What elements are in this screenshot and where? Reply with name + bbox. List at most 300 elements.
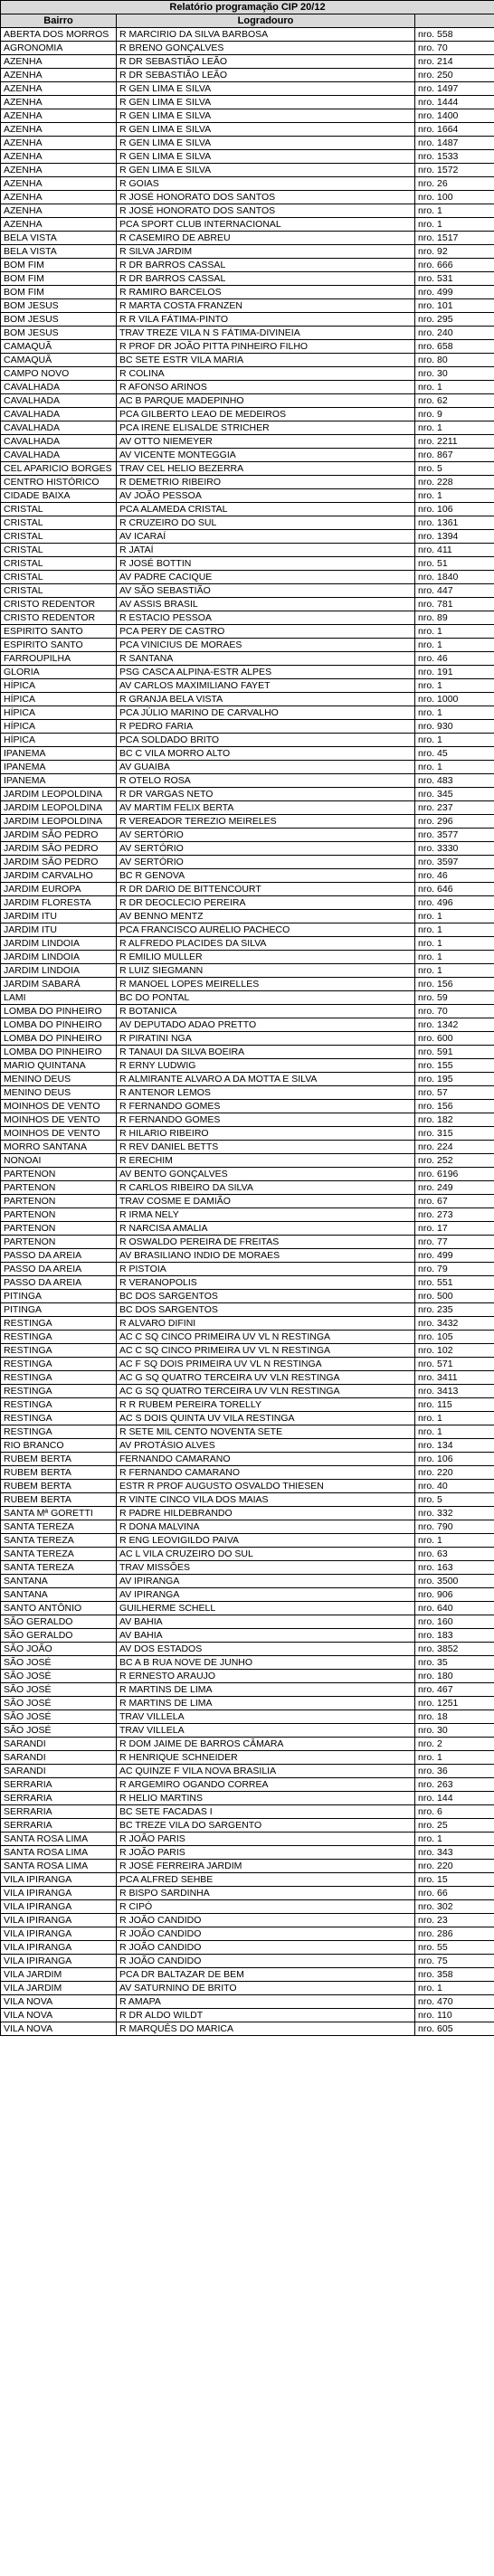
cell-bairro: VILA IPIRANGA — [1, 1900, 117, 1914]
cell-bairro: JARDIM LINDOIA — [1, 937, 117, 951]
cell-numero: nro. 6 — [415, 1805, 494, 1819]
cell-numero: nro. 101 — [415, 299, 494, 313]
cell-numero: nro. 1000 — [415, 693, 494, 706]
cell-numero: nro. 144 — [415, 1792, 494, 1805]
cell-numero: nro. 5 — [415, 1493, 494, 1507]
cell-logradouro: AV SÃO SEBASTIÃO — [117, 584, 415, 598]
cell-numero: nro. 228 — [415, 476, 494, 489]
cell-bairro: LOMBA DO PINHEIRO — [1, 1005, 117, 1018]
table-row — [1, 1466, 494, 1480]
cell-numero: nro. 70 — [415, 1005, 494, 1018]
cell-logradouro: AV SERTÓRIO — [117, 856, 415, 869]
cell-bairro: MOINHOS DE VENTO — [1, 1127, 117, 1141]
cell-bairro: ABERTA DOS MORROS — [1, 28, 117, 42]
cell-numero: nro. 666 — [415, 259, 494, 272]
table-row — [1, 1534, 494, 1548]
cell-numero: nro. 1 — [415, 923, 494, 937]
cell-bairro: SERRARIA — [1, 1819, 117, 1833]
table-row — [1, 1154, 494, 1168]
cell-bairro: JARDIM SÃO PEDRO — [1, 842, 117, 856]
table-row — [1, 327, 494, 340]
table-row — [1, 232, 494, 245]
cell-bairro: IPANEMA — [1, 761, 117, 774]
cell-numero: nro. 558 — [415, 28, 494, 42]
table-row — [1, 1982, 494, 1995]
cell-logradouro: AV OTTO NIEMEYER — [117, 435, 415, 449]
cell-logradouro: TRAV MISSÕES — [117, 1561, 415, 1575]
cell-logradouro: TRAV VILLELA — [117, 1724, 415, 1738]
cell-logradouro: R BRENO GONÇALVES — [117, 42, 415, 55]
cell-numero: nro. 1 — [415, 421, 494, 435]
table-row — [1, 1141, 494, 1154]
cell-logradouro: AV DEPUTADO ADAO PRETTO — [117, 1018, 415, 1032]
cell-logradouro: AC L VILA CRUZEIRO DO SUL — [117, 1548, 415, 1561]
cell-numero: nro. 17 — [415, 1222, 494, 1236]
table-row — [1, 408, 494, 421]
table-row — [1, 449, 494, 462]
cell-bairro: SÃO JOSÉ — [1, 1656, 117, 1670]
cell-bairro: VILA JARDIM — [1, 1982, 117, 1995]
cell-numero: nro. 59 — [415, 991, 494, 1005]
table-row — [1, 1995, 494, 2009]
cell-bairro: BOM JESUS — [1, 327, 117, 340]
cell-logradouro: R GRANJA BELA VISTA — [117, 693, 415, 706]
table-row — [1, 1697, 494, 1710]
cell-logradouro: R JOSÉ FERREIRA JARDIM — [117, 1860, 415, 1873]
cell-logradouro: R PISTOIA — [117, 1263, 415, 1276]
table-row — [1, 720, 494, 734]
cell-numero: nro. 1342 — [415, 1018, 494, 1032]
cell-logradouro: BC R GENOVA — [117, 869, 415, 883]
cell-bairro: JARDIM LINDOIA — [1, 964, 117, 978]
cell-numero: nro. 1664 — [415, 123, 494, 137]
cell-bairro: RESTINGA — [1, 1412, 117, 1425]
table-row — [1, 801, 494, 815]
cell-bairro: CAVALHADA — [1, 421, 117, 435]
table-row — [1, 82, 494, 96]
cell-numero: nro. 182 — [415, 1113, 494, 1127]
cell-bairro: AZENHA — [1, 218, 117, 232]
cell-logradouro: AC C SQ CINCO PRIMEIRA UV VL N RESTINGA — [117, 1344, 415, 1358]
cell-numero: nro. 220 — [415, 1466, 494, 1480]
cell-bairro: CIDADE BAIXA — [1, 489, 117, 503]
table-row — [1, 1588, 494, 1602]
cell-numero: nro. 906 — [415, 1588, 494, 1602]
table-row — [1, 1046, 494, 1059]
report-title: Relatório programação CIP 20/12 — [1, 1, 494, 14]
cell-numero: nro. 1 — [415, 625, 494, 639]
cell-logradouro: R RAMIRO BARCELOS — [117, 286, 415, 299]
cell-bairro: ESPIRITO SANTO — [1, 639, 117, 652]
cell-numero: nro. 3852 — [415, 1643, 494, 1656]
cell-logradouro: R ALVARO DIFINI — [117, 1317, 415, 1331]
cell-numero: nro. 15 — [415, 1873, 494, 1887]
cell-bairro: JARDIM LEOPOLDINA — [1, 801, 117, 815]
cell-bairro: CRISTO REDENTOR — [1, 598, 117, 611]
column-header-bairro: Bairro — [1, 14, 117, 28]
cell-bairro: HÍPICA — [1, 679, 117, 693]
cell-bairro: HÍPICA — [1, 706, 117, 720]
cell-bairro: RESTINGA — [1, 1385, 117, 1398]
cell-logradouro: AV BAHIA — [117, 1629, 415, 1643]
cell-bairro: AZENHA — [1, 82, 117, 96]
cell-numero: nro. 23 — [415, 1914, 494, 1927]
cell-logradouro: R DR BARROS CASSAL — [117, 259, 415, 272]
cell-numero: nro. 781 — [415, 598, 494, 611]
cell-logradouro: R BOTANICA — [117, 1005, 415, 1018]
cell-logradouro: R DR BARROS CASSAL — [117, 272, 415, 286]
cell-numero: nro. 930 — [415, 720, 494, 734]
table-row — [1, 164, 494, 177]
table-row — [1, 1303, 494, 1317]
cell-logradouro: R MARQUÊS DO MARICA — [117, 2022, 415, 2036]
cell-logradouro: R MARTA COSTA FRANZEN — [117, 299, 415, 313]
cell-numero: nro. 35 — [415, 1656, 494, 1670]
cell-bairro: MOINHOS DE VENTO — [1, 1113, 117, 1127]
cell-bairro: SÃO JOSÉ — [1, 1697, 117, 1710]
cell-logradouro: R JOÃO CANDIDO — [117, 1941, 415, 1955]
cell-logradouro: R CRUZEIRO DO SUL — [117, 516, 415, 530]
table-row — [1, 923, 494, 937]
cell-numero: nro. 2 — [415, 1738, 494, 1751]
table-row — [1, 584, 494, 598]
cell-bairro: CRISTAL — [1, 530, 117, 544]
table-row — [1, 1412, 494, 1425]
cell-logradouro: R ANTENOR LEMOS — [117, 1086, 415, 1100]
table-row — [1, 28, 494, 42]
cell-numero: nro. 531 — [415, 272, 494, 286]
table-row — [1, 652, 494, 666]
table-row — [1, 1398, 494, 1412]
table-row — [1, 544, 494, 557]
table-row — [1, 1792, 494, 1805]
table-row — [1, 1344, 494, 1358]
cell-bairro: SANTA ROSA LIMA — [1, 1846, 117, 1860]
cell-numero: nro. 1 — [415, 381, 494, 394]
cell-numero: nro. 163 — [415, 1561, 494, 1575]
cell-logradouro: R PEDRO FARIA — [117, 720, 415, 734]
table-row — [1, 1914, 494, 1927]
cell-logradouro: R JOÃO CANDIDO — [117, 1914, 415, 1927]
cell-numero: nro. 195 — [415, 1073, 494, 1086]
table-row — [1, 1548, 494, 1561]
cell-bairro: SANTANA — [1, 1575, 117, 1588]
table-row — [1, 598, 494, 611]
cell-bairro: RESTINGA — [1, 1331, 117, 1344]
table-row — [1, 815, 494, 829]
cell-bairro: VILA IPIRANGA — [1, 1873, 117, 1887]
table-row — [1, 557, 494, 571]
table-row — [1, 42, 494, 55]
cell-numero: nro. 470 — [415, 1995, 494, 2009]
table-row — [1, 1968, 494, 1982]
cell-logradouro: R COLINA — [117, 367, 415, 381]
cell-numero: nro. 252 — [415, 1154, 494, 1168]
table-row — [1, 951, 494, 964]
cell-bairro: BOM FIM — [1, 272, 117, 286]
cell-bairro: SANTA TEREZA — [1, 1520, 117, 1534]
cell-logradouro: PCA JÚLIO MARINO DE CARVALHO — [117, 706, 415, 720]
cell-numero: nro. 30 — [415, 367, 494, 381]
cell-logradouro: R AMAPA — [117, 1995, 415, 2009]
cell-bairro: PARTENON — [1, 1208, 117, 1222]
cell-logradouro: R PROF DR JOÃO PITTA PINHEIRO FILHO — [117, 340, 415, 354]
table-row — [1, 679, 494, 693]
cell-numero: nro. 1 — [415, 218, 494, 232]
table-row — [1, 340, 494, 354]
cell-logradouro: R GEN LIMA E SILVA — [117, 123, 415, 137]
cell-bairro: SANTA ROSA LIMA — [1, 1860, 117, 1873]
table-row — [1, 1425, 494, 1439]
cell-bairro: RESTINGA — [1, 1317, 117, 1331]
cell-logradouro: AV IPIRANGA — [117, 1588, 415, 1602]
cell-logradouro: TRAV VILLELA — [117, 1710, 415, 1724]
cell-bairro: VILA IPIRANGA — [1, 1927, 117, 1941]
table-row — [1, 1507, 494, 1520]
cell-logradouro: R LUIZ SIEGMANN — [117, 964, 415, 978]
table-row — [1, 1615, 494, 1629]
cell-numero: nro. 156 — [415, 978, 494, 991]
cell-logradouro: BC TREZE VILA DO SARGENTO — [117, 1819, 415, 1833]
cell-numero: nro. 55 — [415, 1941, 494, 1955]
cell-logradouro: AV SATURNINO DE BRITO — [117, 1982, 415, 1995]
cell-bairro: CRISTO REDENTOR — [1, 611, 117, 625]
cell-logradouro: PCA SPORT CLUB INTERNACIONAL — [117, 218, 415, 232]
cell-logradouro: R IRMA NELY — [117, 1208, 415, 1222]
table-row — [1, 1833, 494, 1846]
cell-logradouro: AC F SQ DOIS PRIMEIRA UV VL N RESTINGA — [117, 1358, 415, 1371]
table-row — [1, 1059, 494, 1073]
cell-numero: nro. 67 — [415, 1195, 494, 1208]
cell-numero: nro. 66 — [415, 1887, 494, 1900]
cell-numero: nro. 6196 — [415, 1168, 494, 1181]
cell-bairro: RUBEM BERTA — [1, 1480, 117, 1493]
table-row — [1, 625, 494, 639]
cell-logradouro: AV BRASILIANO INDIO DE MORAES — [117, 1249, 415, 1263]
table-row — [1, 829, 494, 842]
cell-bairro: BOM FIM — [1, 259, 117, 272]
table-row — [1, 1385, 494, 1398]
table-row — [1, 1955, 494, 1968]
cell-numero: nro. 345 — [415, 788, 494, 801]
cell-logradouro: AC S DOIS QUINTA UV VILA RESTINGA — [117, 1412, 415, 1425]
cell-bairro: SANTA Mª GORETTI — [1, 1507, 117, 1520]
cell-logradouro: R DR ALDO WILDT — [117, 2009, 415, 2022]
cell-logradouro: R ESTACIO PESSOA — [117, 611, 415, 625]
cell-bairro: HÍPICA — [1, 734, 117, 747]
cell-logradouro: AV SERTÓRIO — [117, 829, 415, 842]
table-row — [1, 191, 494, 204]
table-row — [1, 1222, 494, 1236]
cell-logradouro: R PIRATINI NGA — [117, 1032, 415, 1046]
cell-bairro: AZENHA — [1, 55, 117, 69]
cell-bairro: CRISTAL — [1, 503, 117, 516]
cell-numero: nro. 3413 — [415, 1385, 494, 1398]
table-row — [1, 1181, 494, 1195]
cell-logradouro: AV GUAIBA — [117, 761, 415, 774]
table-row — [1, 1113, 494, 1127]
cell-logradouro: R GEN LIMA E SILVA — [117, 150, 415, 164]
cell-bairro: IPANEMA — [1, 747, 117, 761]
cell-bairro: RUBEM BERTA — [1, 1493, 117, 1507]
cell-logradouro: AV CARLOS MAXIMILIANO FAYET — [117, 679, 415, 693]
cell-bairro: PITINGA — [1, 1303, 117, 1317]
cell-bairro: CAVALHADA — [1, 394, 117, 408]
table-row — [1, 503, 494, 516]
cell-numero: nro. 500 — [415, 1290, 494, 1303]
cell-numero: nro. 183 — [415, 1629, 494, 1643]
cell-numero: nro. 1394 — [415, 530, 494, 544]
cell-logradouro: AV ASSIS BRASIL — [117, 598, 415, 611]
cell-numero: nro. 1444 — [415, 96, 494, 109]
table-row — [1, 1195, 494, 1208]
cell-bairro: LAMI — [1, 991, 117, 1005]
table-row — [1, 706, 494, 720]
table-row — [1, 1724, 494, 1738]
cell-logradouro: R DR DEOCLECIO PEREIRA — [117, 896, 415, 910]
cell-logradouro: AV PADRE CACIQUE — [117, 571, 415, 584]
cell-numero: nro. 358 — [415, 1968, 494, 1982]
table-row — [1, 96, 494, 109]
cell-logradouro: R JOÃO CANDIDO — [117, 1955, 415, 1968]
table-row — [1, 1751, 494, 1765]
cell-numero: nro. 1 — [415, 964, 494, 978]
cell-bairro: AZENHA — [1, 96, 117, 109]
cell-bairro: AZENHA — [1, 150, 117, 164]
cell-bairro: PARTENON — [1, 1236, 117, 1249]
cell-logradouro: R MANOEL LOPES MEIRELLES — [117, 978, 415, 991]
cell-logradouro: R DR DARIO DE BITTENCOURT — [117, 883, 415, 896]
cell-bairro: MORRO SANTANA — [1, 1141, 117, 1154]
table-row — [1, 1710, 494, 1724]
cell-numero: nro. 447 — [415, 584, 494, 598]
cell-logradouro: R JOSÉ BOTTIN — [117, 557, 415, 571]
table-row — [1, 1236, 494, 1249]
cell-numero: nro. 640 — [415, 1602, 494, 1615]
cell-numero: nro. 551 — [415, 1276, 494, 1290]
table-row — [1, 788, 494, 801]
cell-bairro: SANTA TEREZA — [1, 1561, 117, 1575]
cell-bairro: SANTA TEREZA — [1, 1534, 117, 1548]
cell-numero: nro. 483 — [415, 774, 494, 788]
cell-logradouro: R GEN LIMA E SILVA — [117, 137, 415, 150]
cell-numero: nro. 62 — [415, 394, 494, 408]
cell-bairro: SARANDI — [1, 1738, 117, 1751]
table-row — [1, 869, 494, 883]
table-row — [1, 259, 494, 272]
cell-numero: nro. 3432 — [415, 1317, 494, 1331]
cell-logradouro: R OSWALDO PEREIRA DE FREITAS — [117, 1236, 415, 1249]
cell-bairro: SANTA TEREZA — [1, 1548, 117, 1561]
cell-numero: nro. 1533 — [415, 150, 494, 164]
cell-bairro: SANTA ROSA LIMA — [1, 1833, 117, 1846]
cell-logradouro: R DONA MALVINA — [117, 1520, 415, 1534]
cell-logradouro: R HILARIO RIBEIRO — [117, 1127, 415, 1141]
cell-bairro: PASSO DA AREIA — [1, 1249, 117, 1263]
cell-numero: nro. 180 — [415, 1670, 494, 1683]
cell-numero: nro. 1 — [415, 1833, 494, 1846]
cell-logradouro: AV BENTO GONÇALVES — [117, 1168, 415, 1181]
cell-bairro: JARDIM FLORESTA — [1, 896, 117, 910]
table-row — [1, 1860, 494, 1873]
cell-numero: nro. 2211 — [415, 435, 494, 449]
cell-logradouro: R R RUBEM PEREIRA TORELLY — [117, 1398, 415, 1412]
cell-bairro: JARDIM ITU — [1, 910, 117, 923]
cell-logradouro: AC B PARQUE MADEPINHO — [117, 394, 415, 408]
table-row — [1, 1018, 494, 1032]
cell-logradouro: AV SERTÓRIO — [117, 842, 415, 856]
table-row — [1, 1493, 494, 1507]
cell-numero: nro. 70 — [415, 42, 494, 55]
cell-bairro: PARTENON — [1, 1195, 117, 1208]
cell-bairro: CENTRO HISTÓRICO — [1, 476, 117, 489]
cell-numero: nro. 63 — [415, 1548, 494, 1561]
cell-numero: nro. 1840 — [415, 571, 494, 584]
table-row — [1, 1168, 494, 1181]
cell-bairro: RESTINGA — [1, 1398, 117, 1412]
cell-bairro: VILA IPIRANGA — [1, 1914, 117, 1927]
table-row — [1, 1683, 494, 1697]
cell-numero: nro. 237 — [415, 801, 494, 815]
table-row — [1, 462, 494, 476]
table-row — [1, 1575, 494, 1588]
table-row — [1, 1290, 494, 1303]
cell-bairro: RESTINGA — [1, 1425, 117, 1439]
cell-logradouro: R SILVA JARDIM — [117, 245, 415, 259]
table-row — [1, 137, 494, 150]
cell-logradouro: PCA VINICIUS DE MORAES — [117, 639, 415, 652]
cell-logradouro: AV PROTÁSIO ALVES — [117, 1439, 415, 1453]
table-row — [1, 856, 494, 869]
cell-bairro: NONOAI — [1, 1154, 117, 1168]
cell-numero: nro. 110 — [415, 2009, 494, 2022]
cell-numero: nro. 496 — [415, 896, 494, 910]
cell-logradouro: R R VILA FÁTIMA-PINTO — [117, 313, 415, 327]
cell-numero: nro. 75 — [415, 1955, 494, 1968]
cell-bairro: LOMBA DO PINHEIRO — [1, 1018, 117, 1032]
table-row — [1, 1263, 494, 1276]
cell-logradouro: R GOIAS — [117, 177, 415, 191]
cell-bairro: SÃO JOSÉ — [1, 1683, 117, 1697]
cell-logradouro: TRAV COSME E DAMIÃO — [117, 1195, 415, 1208]
cell-bairro: BOM JESUS — [1, 299, 117, 313]
cell-numero: nro. 1 — [415, 1982, 494, 1995]
cell-numero: nro. 115 — [415, 1398, 494, 1412]
cell-logradouro: R DR VARGAS NETO — [117, 788, 415, 801]
cell-logradouro: BC SETE ESTR VILA MARIA — [117, 354, 415, 367]
cell-logradouro: R JOSÉ HONORATO DOS SANTOS — [117, 204, 415, 218]
cell-logradouro: PCA DR BALTAZAR DE BEM — [117, 1968, 415, 1982]
cell-numero: nro. 295 — [415, 313, 494, 327]
cell-bairro: JARDIM SÃO PEDRO — [1, 856, 117, 869]
cell-bairro: JARDIM LINDOIA — [1, 951, 117, 964]
cell-numero: nro. 296 — [415, 815, 494, 829]
cell-bairro: CAVALHADA — [1, 449, 117, 462]
cell-bairro: MENINO DEUS — [1, 1086, 117, 1100]
cell-logradouro: R BISPO SARDINHA — [117, 1887, 415, 1900]
cell-bairro: CAMPO NOVO — [1, 367, 117, 381]
table-row — [1, 1331, 494, 1344]
cell-logradouro: AV VICENTE MONTEGGIA — [117, 449, 415, 462]
cell-bairro: MENINO DEUS — [1, 1073, 117, 1086]
table-row — [1, 1371, 494, 1385]
table-row — [1, 272, 494, 286]
table-row — [1, 1453, 494, 1466]
table-row — [1, 896, 494, 910]
cell-numero: nro. 30 — [415, 1724, 494, 1738]
cell-numero: nro. 57 — [415, 1086, 494, 1100]
table-row — [1, 747, 494, 761]
